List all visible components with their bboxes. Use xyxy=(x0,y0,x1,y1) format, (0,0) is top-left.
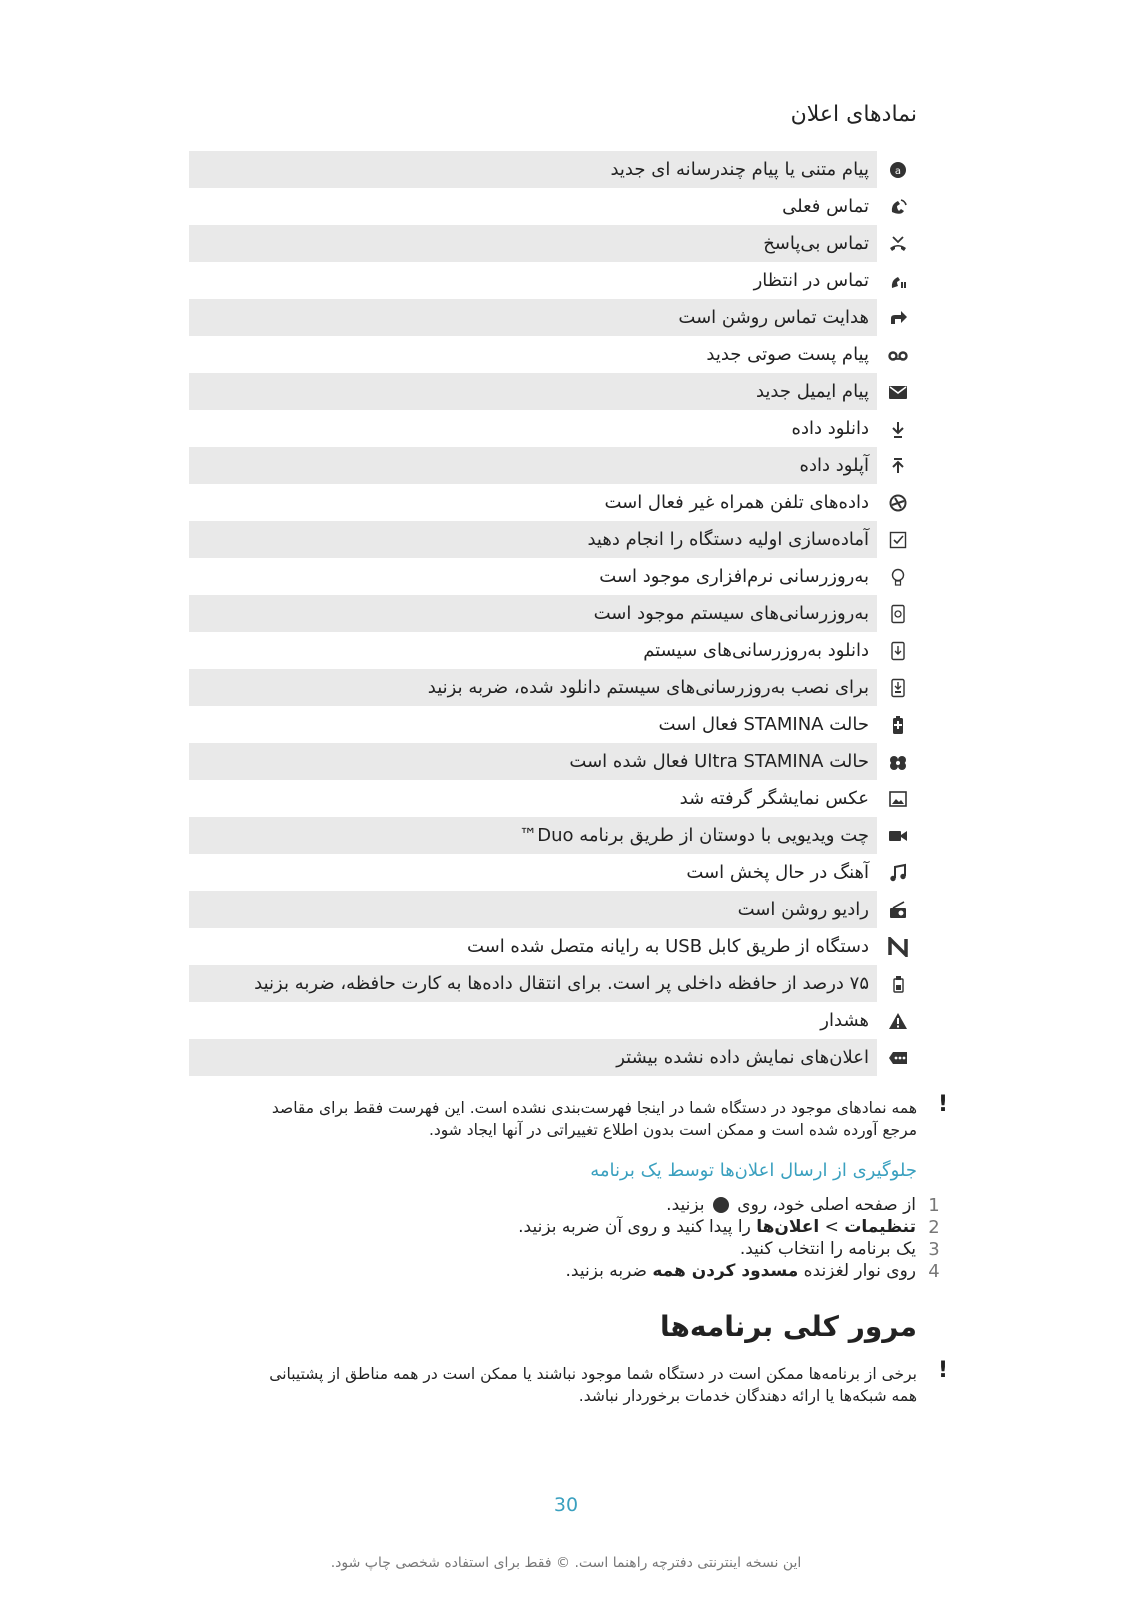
step-text-part: ضربه بزنید. xyxy=(565,1261,653,1281)
icon-description: ۷۵ درصد از حافظه داخلی پر است. برای انتقال داده‌ها به کارت حافظه، ضربه بزنید xyxy=(189,965,877,1002)
warning-icon xyxy=(877,1002,919,1039)
icon-table-row xyxy=(189,336,919,373)
ultra-stamina-icon xyxy=(877,743,919,780)
apps-overview-heading: مرور کلی برنامه‌ها xyxy=(659,1310,917,1343)
icon-description: دستگاه از طریق کابل USB به رایانه متصل شده است xyxy=(466,936,869,957)
icon-table-row xyxy=(189,225,919,262)
icon-description: رادیو روشن است xyxy=(189,891,877,928)
icon-description: اعلان‌های نمایش داده نشده بیشتر xyxy=(189,1039,877,1076)
icon-description: حالت Ultra STAMINA فعال شده است xyxy=(189,743,877,780)
more-notifications-icon xyxy=(877,1039,919,1076)
step-number: 1 xyxy=(928,1194,940,1216)
step-number: 3 xyxy=(928,1238,940,1260)
step-text-part: را پیدا کنید و روی آن ضربه بزنید. xyxy=(518,1217,757,1237)
icon-table-row xyxy=(189,891,919,928)
icon-description: تماس فعلی xyxy=(782,196,869,217)
radio-icon xyxy=(877,891,919,928)
steps-list xyxy=(192,1194,952,1282)
step-text-part: بزنید. xyxy=(666,1195,705,1215)
missed-call-icon xyxy=(877,225,919,262)
system-update-icon xyxy=(877,595,919,632)
icon-description: پیام ایمیل جدید xyxy=(189,373,877,410)
icon-description: داده‌های تلفن همراه غیر فعال است xyxy=(604,492,869,513)
step-text xyxy=(518,1217,916,1237)
ongoing-call-icon xyxy=(877,188,919,225)
system-update-download-icon xyxy=(877,632,919,669)
notification-icons-table xyxy=(189,151,919,1076)
step-number: 4 xyxy=(928,1260,940,1282)
icon-description: دانلود داده xyxy=(791,418,869,439)
usb-icon xyxy=(877,928,919,965)
icon-table-row xyxy=(189,780,919,817)
icon-table-row xyxy=(189,965,919,1002)
icon-table-row xyxy=(189,706,919,743)
note-exclamation-icon: ! xyxy=(938,1092,949,1117)
step-item xyxy=(192,1260,952,1282)
icon-description: دانلود به‌روزرسانی‌های سیستم xyxy=(643,640,869,661)
call-forwarding-icon xyxy=(877,299,919,336)
icon-table-row xyxy=(189,854,919,891)
page-footer: این نسخه اینترنتی دفترچه راهنما است. © فقط برای استفاده شخصی چاپ شود. xyxy=(330,1555,802,1571)
icon-description: تماس در انتظار xyxy=(753,270,869,291)
icon-table-row xyxy=(189,595,919,632)
icon-table-row xyxy=(189,817,919,854)
icon-table-row xyxy=(189,447,919,484)
step-number: 2 xyxy=(928,1216,940,1238)
step-text xyxy=(566,1261,916,1281)
step-text: یک برنامه را انتخاب کنید. xyxy=(739,1239,916,1259)
icon-table-row xyxy=(189,188,919,225)
icon-table-row xyxy=(189,1039,919,1076)
icon-description: عکس نمایشگر گرفته شد xyxy=(679,788,869,809)
icon-table-row xyxy=(189,299,919,336)
screenshot-icon xyxy=(877,780,919,817)
note-line: برخی از برنامه‌ها ممکن است در دستگاه شما موجود نباشند یا ممکن است در همه مناطق از پشتیبانی xyxy=(269,1365,917,1383)
icon-table-row xyxy=(189,928,919,965)
icon-table-row xyxy=(189,1002,919,1039)
icon-table-row xyxy=(189,521,919,558)
icon-description: به‌روزرسانی نرم‌افزاری موجود است xyxy=(599,566,869,587)
icon-table-row xyxy=(189,373,919,410)
notifications-label: اعلان‌ها xyxy=(756,1217,820,1237)
icon-description: آپلود داده xyxy=(189,447,877,484)
icon-description: هشدار xyxy=(820,1010,869,1031)
step-text-part: روی نوار لغزنده xyxy=(798,1261,916,1281)
message-icon xyxy=(877,151,919,188)
note-icons-disclaimer xyxy=(197,1097,917,1141)
icon-description: تماس بی‌پاسخ xyxy=(189,225,877,262)
note-line: مرجع آورده شده است و ممکن است بدون اطلاع تغییراتی در آنها ایجاد شود. xyxy=(428,1121,917,1139)
icon-description: پیام متنی یا پیام چندرسانه ای جدید xyxy=(189,151,877,188)
icon-table-row xyxy=(189,669,919,706)
apps-icon xyxy=(713,1197,729,1213)
icon-description: هدایت تماس روشن است xyxy=(189,299,877,336)
step-text-part: از صفحه اصلی خود، روی xyxy=(737,1195,916,1215)
section-title: نمادهای اعلان xyxy=(790,102,917,127)
step-separator: > xyxy=(819,1217,845,1237)
svg-text:a: a xyxy=(894,165,902,177)
system-update-install-icon xyxy=(877,669,919,706)
icon-description: برای نصب به‌روزرسانی‌های سیستم دانلود شده، ضربه بزنید xyxy=(189,669,877,706)
icon-description: پیام پست صوتی جدید xyxy=(706,344,869,365)
note-line: همه شبکه‌ها یا ارائه دهندگان خدمات برخوردار نباشد. xyxy=(578,1387,917,1405)
download-icon xyxy=(877,410,919,447)
icon-table-row xyxy=(189,151,919,188)
icon-table-row xyxy=(189,558,919,595)
settings-label: تنظیمات xyxy=(844,1217,916,1237)
icon-description: حالت STAMINA فعال است xyxy=(658,714,869,735)
video-camera-icon xyxy=(877,817,919,854)
icon-table-row xyxy=(189,484,919,521)
note-line: همه نمادهای موجود در دستگاه شما در اینجا فهرست‌بندی نشده است. این فهرست فقط برای مقاصد xyxy=(271,1099,917,1117)
icon-table-row xyxy=(189,410,919,447)
step-item xyxy=(192,1216,952,1238)
mobile-data-off-icon xyxy=(877,484,919,521)
icon-description: به‌روزرسانی‌های سیستم موجود است xyxy=(189,595,877,632)
email-icon xyxy=(877,373,919,410)
icon-table-row xyxy=(189,632,919,669)
icon-table-row xyxy=(189,743,919,780)
note-apps-availability xyxy=(197,1363,917,1407)
step-item xyxy=(192,1238,952,1260)
icon-description: چت ویدیویی با دوستان از طریق برنامه Duo™ xyxy=(189,817,877,854)
setup-checkbox-icon xyxy=(877,521,919,558)
note-exclamation-icon: ! xyxy=(938,1358,949,1383)
music-note-icon xyxy=(877,854,919,891)
software-update-icon xyxy=(877,558,919,595)
step-text xyxy=(666,1195,916,1215)
upload-icon xyxy=(877,447,919,484)
icon-description: آهنگ در حال پخش است xyxy=(686,862,869,883)
block-all-label: مسدود کردن همه xyxy=(652,1261,799,1281)
storage-icon xyxy=(877,965,919,1002)
subheading-block-notifications: جلوگیری از ارسال اعلان‌ها توسط یک برنامه xyxy=(590,1160,917,1181)
call-on-hold-icon xyxy=(877,262,919,299)
stamina-battery-icon xyxy=(877,706,919,743)
page-number: 30 xyxy=(553,1494,579,1516)
voicemail-icon xyxy=(877,336,919,373)
icon-table-row xyxy=(189,262,919,299)
step-item xyxy=(192,1194,952,1216)
icon-description: آماده‌سازی اولیه دستگاه را انجام دهید xyxy=(189,521,877,558)
